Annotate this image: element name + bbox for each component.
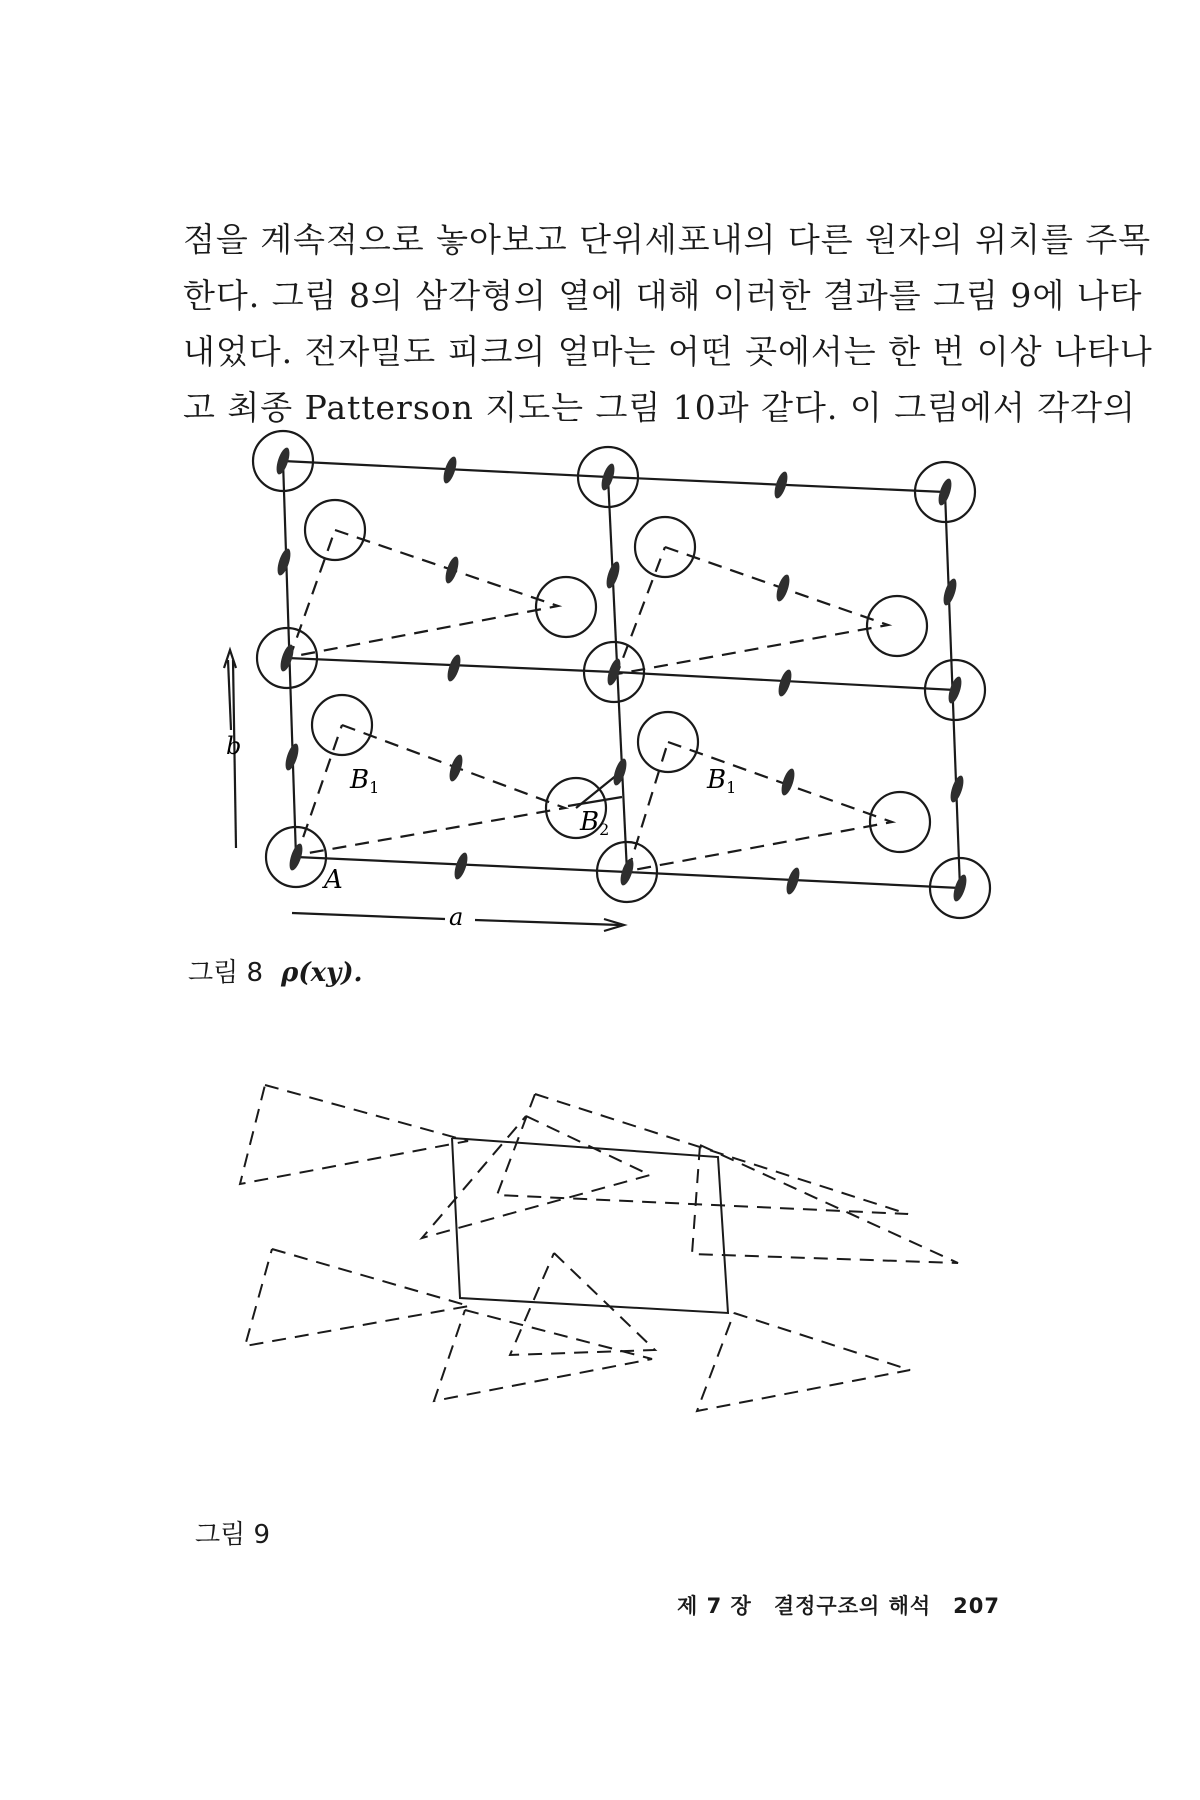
- footer-title: 결정구조의 해석: [773, 1594, 932, 1618]
- figure-8-caption-math: ρ(xy).: [281, 958, 363, 988]
- paragraph-line-3: 내었다. 전자밀도 피크의 얼마는 어떤 곳에서는 한 번 이상 나타나: [183, 332, 1153, 371]
- paragraph-line-4: 고 최종 Patterson 지도는 그림 10과 같다. 이 그림에서 각각의: [183, 388, 1136, 427]
- figure-9-caption-label: 그림 9: [195, 1520, 271, 1550]
- paragraph-line-2: 한다. 그림 8의 삼각형의 열에 대해 이러한 결과를 그림 9에 나타: [183, 276, 1143, 315]
- label-B1-left: B1: [350, 765, 380, 797]
- paragraph-line-1: 점을 계속적으로 놓아보고 단위세포내의 다른 원자의 위치를 주목: [183, 220, 1152, 259]
- page-footer: [640, 1590, 1000, 1620]
- figure-9-caption: [195, 1514, 270, 1551]
- label-B1-right: B1: [707, 765, 737, 797]
- figure-8-caption-label: 그림 8: [188, 958, 264, 988]
- footer-chapter: 제 7 장: [677, 1594, 752, 1618]
- page-number: 207: [953, 1594, 1000, 1618]
- label-A: A: [324, 865, 343, 895]
- label-a: a: [449, 903, 464, 931]
- label-b: b: [226, 732, 242, 760]
- figure-9-dashed-triangles: [240, 1085, 958, 1411]
- label-B2: B2: [580, 807, 610, 839]
